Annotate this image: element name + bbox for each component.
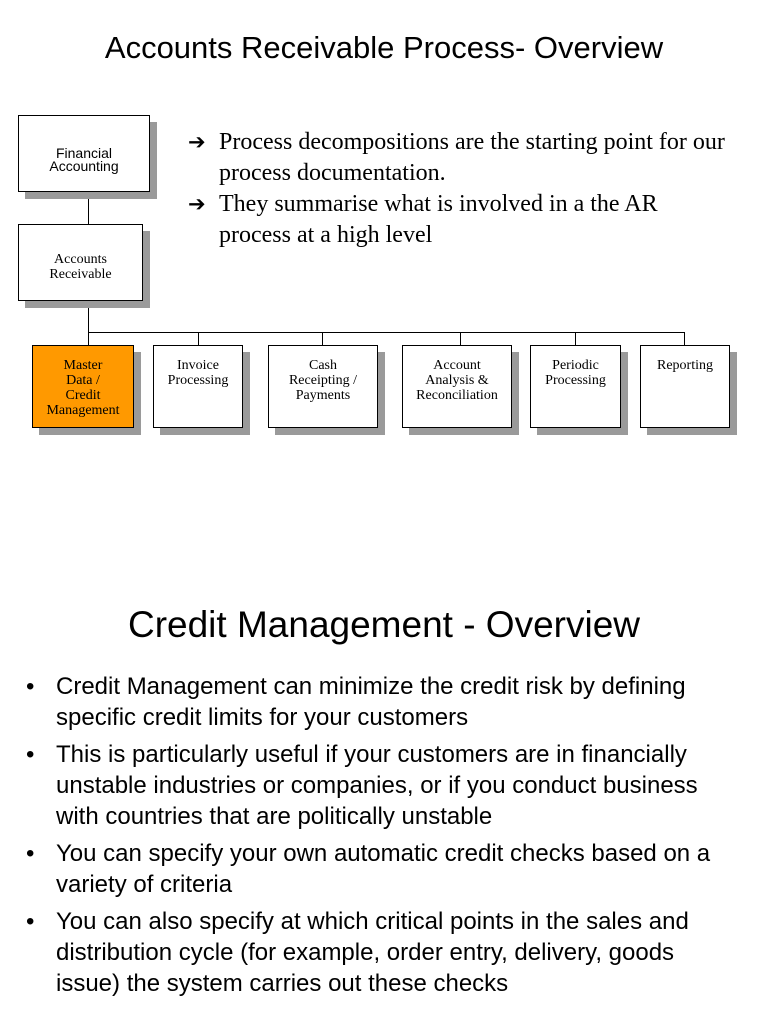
- bullet-icon: •: [26, 741, 35, 768]
- child-box-account-analysis: [402, 345, 512, 428]
- bullet-text: Credit Management can minimize the credit risk by defining specific credit limits for your customers: [56, 673, 686, 731]
- arrow-right-icon: ➔: [188, 192, 206, 216]
- connector-line: [575, 332, 576, 346]
- child-box-master-data: [32, 345, 134, 428]
- bullet-item: [24, 906, 744, 999]
- bullet-icon: •: [26, 673, 35, 700]
- bullet-text: You can specify your own automatic credit checks based on a variety of criteria: [56, 840, 711, 898]
- child-box-invoice-processing: [153, 345, 243, 428]
- connector-line: [322, 332, 323, 346]
- child-box-cash-receipting: [268, 345, 378, 428]
- bullet-icon: •: [26, 908, 35, 935]
- accounts-receivable-box: [18, 224, 143, 301]
- box-label: Reporting: [657, 358, 713, 373]
- connector-bus: [88, 332, 685, 333]
- connector-line: [88, 191, 89, 224]
- bullet-item: [24, 838, 744, 900]
- arrow-point: [188, 189, 728, 251]
- connector-line: [198, 332, 199, 346]
- slide-title: Credit Management - Overview: [127, 604, 641, 645]
- bullet-icon: •: [26, 840, 35, 867]
- slide-title: Accounts Receivable Process- Overview: [104, 30, 664, 65]
- box-label: Master Data / Credit Management: [46, 358, 120, 418]
- financial-accounting-box: [18, 115, 150, 192]
- connector-line: [88, 300, 89, 333]
- bullet-item: [24, 671, 744, 733]
- box-label: Cash Receipting / Payments: [288, 358, 358, 403]
- bullet-text: This is particularly useful if your customers are in financially unstable industries or companies, or if you conduct business with countries that are politically unstable: [56, 741, 698, 830]
- connector-line: [460, 332, 461, 346]
- arrow-right-icon: ➔: [188, 130, 206, 154]
- box-label: Account Analysis & Reconciliation: [416, 358, 498, 403]
- box-label: Accounts Receivable: [49, 252, 112, 282]
- connector-line: [684, 332, 685, 346]
- bullet-text: You can also specify at which critical points in the sales and distribution cycle (for example, order entry, delivery, goods issue) the system carries out these checks: [56, 908, 689, 997]
- box-label: Invoice Processing: [167, 358, 229, 388]
- arrow-point-text: They summarise what is involved in a the AR process at a high level: [219, 191, 658, 248]
- box-label: Financial Accounting: [49, 145, 119, 174]
- bullet-item: [24, 739, 744, 832]
- bullet-list: [24, 671, 744, 1005]
- arrow-point-text: Process decompositions are the starting point for our process documentation.: [219, 129, 725, 186]
- box-label: Periodic Processing: [545, 358, 606, 388]
- connector-line: [88, 332, 89, 346]
- child-box-reporting: [640, 345, 730, 428]
- child-box-periodic-processing: [530, 345, 621, 428]
- arrow-point: [188, 127, 728, 189]
